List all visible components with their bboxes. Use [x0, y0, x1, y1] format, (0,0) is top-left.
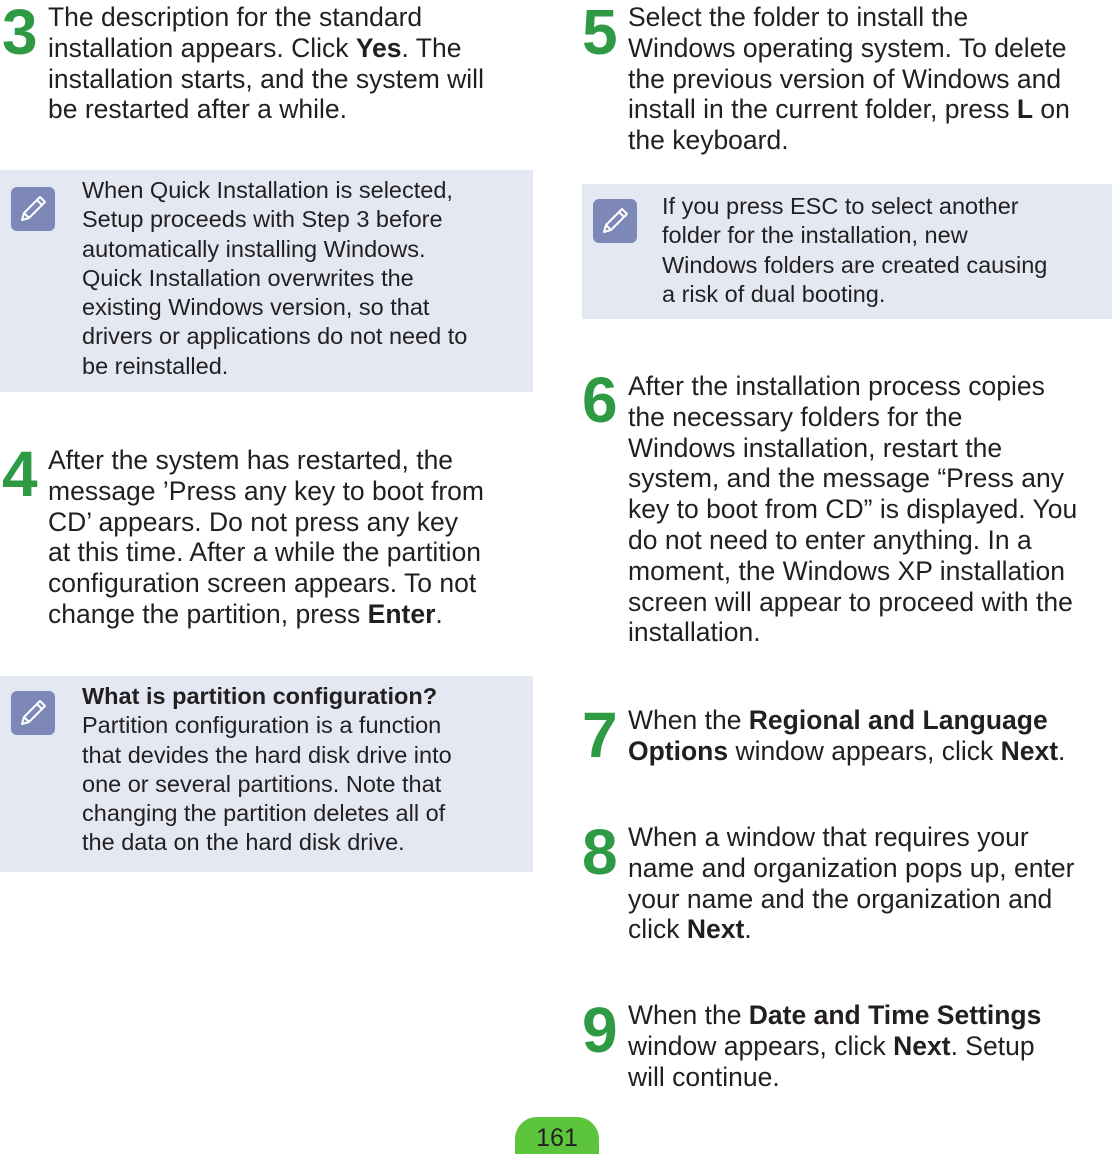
l-key-label: L	[1016, 94, 1034, 125]
note-text: If you press ESC to select another folder for the installation, new Windows folders are created causing a risk of dual booting.	[662, 193, 1048, 307]
pencil-note-icon	[10, 186, 56, 232]
step-text: After the system has restarted, the message ’Press any key to boot from CD’ appears. Do not press any key at this time. After a while the partition configuration screen appears. To not change the partition, press Enter.	[48, 445, 484, 629]
next-button-label: Next	[893, 1030, 951, 1061]
next-button-label: Next	[686, 914, 745, 945]
step-3	[2, 0, 532, 130]
step-number: 7	[582, 699, 616, 771]
step-number: 4	[2, 438, 36, 510]
step-9	[582, 994, 1112, 1098]
note-box-dual-booting	[582, 184, 1112, 319]
date-time-window-name: Date and Time Settings	[748, 1000, 1042, 1030]
note-text: What is partition configuration? Partition configuration is a function that devides the hard disk drive into one or several partitions. Note that changing the partition deletes all of the data on the hard disk drive.	[82, 683, 452, 856]
step-text: When the Regional and Language Options window appears, click Next.	[628, 705, 1066, 766]
step-8	[582, 816, 1112, 950]
note-box-quick-installation	[0, 170, 533, 392]
step-text: Select the folder to install the Windows operating system. To delete the previous version of Windows and install in the current folder, press L on the keyboard.	[628, 2, 1070, 156]
note-text: When Quick Installation is selected, Setup proceeds with Step 3 before automatically installing Windows. Quick Installation overwrites the existing Windows version, so that drivers or applications do not need to be reinstalled.	[82, 177, 468, 379]
step-number: 9	[582, 994, 616, 1066]
note-title: What is partition configuration?	[82, 683, 438, 709]
step-number: 6	[582, 364, 616, 436]
step-text: After the installation process copies the necessary folders for the Windows installation, restart the system, and the message “Press any key to boot from CD” is displayed. You do not need to enter anything. In a moment, the Windows XP installation screen will appear to proceed with the installation.	[628, 371, 1078, 648]
step-text: The description for the standard installation appears. Click Yes. The installation starts, and the system will be restarted after a while.	[48, 2, 484, 125]
step-number: 3	[2, 0, 36, 68]
step-7	[582, 699, 1112, 773]
step-5	[582, 0, 1112, 160]
pencil-note-icon	[10, 690, 56, 736]
note-box-partition-configuration	[0, 676, 533, 872]
step-6	[582, 364, 1112, 658]
regional-language-window-name: Regional and Language	[748, 705, 1048, 735]
enter-key-label: Enter	[367, 598, 436, 629]
step-number: 5	[582, 0, 616, 68]
step-number: 8	[582, 816, 616, 888]
step-text: When a window that requires your name and organization pops up, enter your name and the organization and click Next.	[628, 822, 1075, 945]
pencil-note-icon	[592, 198, 638, 244]
next-button-label: Next	[1000, 735, 1059, 766]
page-number-tab	[515, 1117, 599, 1154]
step-4	[2, 438, 532, 642]
step-text: When the Date and Time Settings window appears, click Next. Setup will continue.	[628, 1000, 1042, 1092]
page-number: 161	[536, 1124, 578, 1152]
yes-button-label: Yes	[355, 32, 402, 63]
